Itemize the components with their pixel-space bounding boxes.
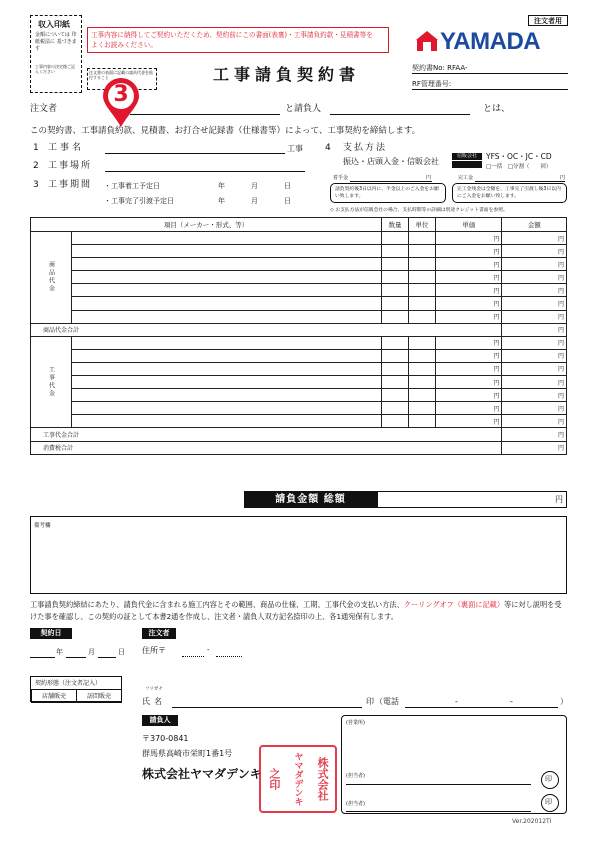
item3-number: 3 <box>33 180 39 190</box>
table-row[interactable] <box>31 245 567 258</box>
total-label: 請負金額 総額 <box>244 491 377 508</box>
contract-form-box <box>30 676 122 702</box>
staff-box <box>341 715 567 814</box>
visit-sale-option[interactable]: 訪問販売 <box>76 689 122 703</box>
postal-field-2[interactable] <box>216 655 242 657</box>
total-yen: 円 <box>555 495 563 504</box>
installment-options: □一括 □分割（ 回） <box>486 164 552 170</box>
address-label: 住所〒 <box>142 646 166 655</box>
staff-label-2: (担当者) <box>346 801 365 807</box>
header-price: 単価 <box>436 218 502 232</box>
phone-dash-1: - <box>455 697 458 706</box>
parties-suffix: とは、 <box>483 104 511 114</box>
unit-yen: 円 <box>436 284 502 297</box>
unit-yen: 円 <box>436 349 502 362</box>
amount-yen: 円 <box>502 336 567 349</box>
notice-line-2: よくお読みください。 <box>91 41 157 49</box>
table-row[interactable] <box>31 336 567 349</box>
deposit-yen: 円 <box>426 175 432 181</box>
work-subtotal-yen: 円 <box>502 428 567 441</box>
unit-yen: 円 <box>436 415 502 428</box>
project-name-field[interactable] <box>105 143 285 154</box>
notice-box <box>87 27 389 53</box>
header-item: 項目（メーカー・形式、等） <box>31 218 382 232</box>
project-location-field[interactable] <box>105 161 305 172</box>
orderer-badge: 注文者 <box>142 628 176 639</box>
seal-text-2: ヤマダデンキ <box>292 752 303 806</box>
orderer-label: 注文者 <box>30 104 58 114</box>
contractor-address: 群馬県高崎市栄町1番1号 <box>142 749 233 758</box>
contract-date-label: 契約日 <box>30 628 72 639</box>
goods-subtotal-text: 商品代金合計 <box>43 327 80 335</box>
total-amount-field[interactable] <box>377 491 567 508</box>
unit-yen: 円 <box>436 310 502 323</box>
item4-label: 支払方法 <box>343 143 388 153</box>
start-year: 年 <box>218 182 225 190</box>
table-row[interactable] <box>31 310 567 323</box>
sales-office-label: (営業所) <box>346 720 365 726</box>
final-yen: 円 <box>560 175 566 181</box>
version-label: Ver.202012TI <box>512 818 552 825</box>
amount-yen: 円 <box>502 389 567 402</box>
tax-row <box>31 441 567 454</box>
header-unit: 単位 <box>409 218 436 232</box>
tax-label <box>31 441 502 454</box>
work-subtotal-label <box>31 428 502 441</box>
table-row[interactable] <box>31 402 567 415</box>
end-date-label: ・工事完了引渡予定日 <box>104 197 174 205</box>
name-field[interactable] <box>172 697 362 708</box>
installment-badge <box>452 161 482 168</box>
unit-yen: 円 <box>436 245 502 258</box>
item1-number: 1 <box>33 143 39 153</box>
name-label: 氏名 <box>142 697 166 706</box>
tax-text: 消費税合計 <box>43 445 74 453</box>
work-subtotal-row <box>31 428 567 441</box>
start-month: 月 <box>251 182 258 190</box>
unit-yen: 円 <box>436 297 502 310</box>
contract-month: 月 <box>88 648 95 656</box>
table-row[interactable] <box>31 284 567 297</box>
goods-subtotal-label <box>31 323 502 336</box>
contract-form-title: 契約形態（注文者記入） <box>35 680 102 687</box>
amount-yen: 円 <box>502 297 567 310</box>
cooling-off-text: クーリングオフ（裏面に記載） <box>403 600 505 609</box>
postal-dash: - <box>207 646 210 654</box>
start-date-label: ・工事着工予定日 <box>104 182 160 190</box>
table-row[interactable] <box>31 415 567 428</box>
contract-year: 年 <box>56 648 63 656</box>
amount-yen: 円 <box>502 284 567 297</box>
page-title: 工事請負契約書 <box>213 65 361 84</box>
amount-yen: 円 <box>502 232 567 245</box>
item1-suffix: 工事 <box>287 144 303 153</box>
work-subtotal-text: 工事代金合計 <box>43 431 80 439</box>
copy-badge: 注文者用 <box>528 15 568 26</box>
staff-label-1: (担当者) <box>346 773 365 779</box>
credit-badge: 信販会社 <box>452 153 482 160</box>
deposit-field[interactable] <box>350 174 432 182</box>
amount-yen: 円 <box>502 362 567 375</box>
amount-yen: 円 <box>502 258 567 271</box>
unit-yen: 円 <box>436 362 502 375</box>
table-row[interactable] <box>31 362 567 375</box>
final-note: 完工金残金は全額を、工事完了引渡し後3日以内にご入金をお願い致します。 <box>452 183 567 203</box>
table-row[interactable] <box>31 389 567 402</box>
seal-text-3: 之印 <box>267 768 281 790</box>
amount-yen: 円 <box>502 271 567 284</box>
furigana-label: フリガナ <box>145 687 163 692</box>
step-marker-number: 3 <box>113 82 129 107</box>
goods-subtotal-row <box>31 323 567 336</box>
amount-yen: 円 <box>502 415 567 428</box>
remarks-box[interactable] <box>30 516 567 594</box>
end-month: 月 <box>251 197 258 205</box>
contractor-label: と請負人 <box>285 104 322 114</box>
orderer-seal: 印 <box>366 697 374 706</box>
item2-number: 2 <box>33 161 39 171</box>
phone-close: ） <box>560 697 568 706</box>
contract-sentence: この契約書、工事請負約款、見積書、お打合せ記録書（仕様書等）によって、工事契約を締結します。 <box>30 126 421 136</box>
date-month-field[interactable] <box>66 649 86 658</box>
contractor-postal: 〒370-0841 <box>142 734 189 743</box>
stamp-note-3: 注文書の表面に記載の請負代金を貼付すること <box>87 68 157 90</box>
company-seal-stamp <box>259 745 337 813</box>
contract-day: 日 <box>118 648 125 656</box>
seal-text-1: 株式会社 <box>316 757 330 801</box>
phone-field[interactable] <box>405 697 558 708</box>
unit-yen: 円 <box>436 389 502 402</box>
logo-text: YAMADA <box>440 28 541 55</box>
revenue-stamp-box <box>30 15 82 93</box>
phone-dash-2: - <box>510 697 513 706</box>
payment-methods: 振込・店頭入金・信販会社 <box>343 157 439 166</box>
postal-field-1[interactable] <box>182 655 204 657</box>
table-row[interactable] <box>31 349 567 362</box>
phone-label: （電話 <box>375 697 399 706</box>
amount-yen: 円 <box>502 310 567 323</box>
deposit-note: 請負契約後3日以内に、半金以上のご入金をお願い致します。 <box>330 183 446 203</box>
date-day-field[interactable] <box>98 649 116 658</box>
staff-field-1[interactable] <box>346 783 531 785</box>
table-row[interactable] <box>31 258 567 271</box>
orderer-field[interactable] <box>130 104 280 115</box>
amount-yen: 円 <box>502 245 567 258</box>
header-qty: 数量 <box>382 218 409 232</box>
unit-yen: 円 <box>436 258 502 271</box>
staff-seal-1-text: 印 <box>545 775 552 783</box>
item1-label: 工事名 <box>48 143 85 153</box>
item2-label: 工事場所 <box>48 161 93 171</box>
agreement-text <box>30 599 567 623</box>
agreement-text-1: 工事請負契約締結にあたり、請負代金に含まれる施工内容とその範囲、商品の仕様、工期、工事代金の支払い方法、 <box>30 600 404 609</box>
store-sale-option[interactable]: 店舗販売 <box>31 689 77 703</box>
end-year: 年 <box>218 197 225 205</box>
notice-line-1: 工事内容に納得してご契約いただくため、契約前にこの書面(表裏)・工事請負約款・見積書等を <box>91 31 373 39</box>
agreement-text-2: 等に対し説明を受けた事を確認し、この契約の証として本書2通を作成し、注文者・請負人双方記名捺印の上、各1通宛保有します。 <box>30 600 562 621</box>
table-header-row <box>31 218 567 232</box>
table-row[interactable] <box>31 297 567 310</box>
contractor-field[interactable] <box>330 104 470 115</box>
contract-number: 契約書No: RFAA- <box>412 64 568 74</box>
staff-seal-2-text: 印 <box>545 798 552 806</box>
start-day: 日 <box>284 182 291 190</box>
goods-section-label: 商品代金 <box>31 232 72 324</box>
credit-options: YFS・OC・JC・CD <box>486 152 552 161</box>
amount-yen: 円 <box>502 376 567 389</box>
item3-label: 工事期間 <box>48 180 93 190</box>
credit-note: ◇ お支払方法が信販会社の場合、支払時期等の詳細は別途クレジット書面を参照。 <box>330 208 508 213</box>
item4-number: 4 <box>325 143 331 153</box>
stamp-note-2: 工事内容の決定後ご記入ください <box>35 64 75 74</box>
header-amount: 金額 <box>502 218 567 232</box>
staff-field-2[interactable] <box>346 810 531 812</box>
unit-yen: 円 <box>436 271 502 284</box>
items-table <box>30 217 567 455</box>
contractor-company: 株式会社ヤマダデンキ <box>142 767 262 781</box>
amount-yen: 円 <box>502 349 567 362</box>
unit-yen: 円 <box>436 376 502 389</box>
rf-number: RF管理番号: <box>412 80 568 90</box>
stamp-note-1: 金額については 印紙税法に 基づきます <box>35 32 77 52</box>
date-year-field[interactable] <box>30 649 55 658</box>
deposit-label: 着手金 <box>333 175 349 181</box>
tax-yen: 円 <box>502 441 567 454</box>
unit-yen: 円 <box>436 336 502 349</box>
amount-yen: 円 <box>502 402 567 415</box>
table-row[interactable] <box>31 376 567 389</box>
end-day: 日 <box>284 197 291 205</box>
final-label: 完工金 <box>458 175 474 181</box>
logo-house-icon <box>416 30 438 52</box>
unit-yen: 円 <box>436 402 502 415</box>
stamp-title: 収入印紙 <box>38 20 70 29</box>
goods-subtotal-yen: 円 <box>502 323 567 336</box>
table-row[interactable] <box>31 271 567 284</box>
yamada-logo <box>412 26 568 56</box>
work-section-label: 工事代金 <box>31 336 72 428</box>
final-field[interactable] <box>475 174 565 182</box>
remarks-label: 備考欄 <box>34 523 51 529</box>
table-row[interactable] <box>31 232 567 245</box>
unit-yen: 円 <box>436 232 502 245</box>
contractor-badge: 請負人 <box>142 715 178 726</box>
